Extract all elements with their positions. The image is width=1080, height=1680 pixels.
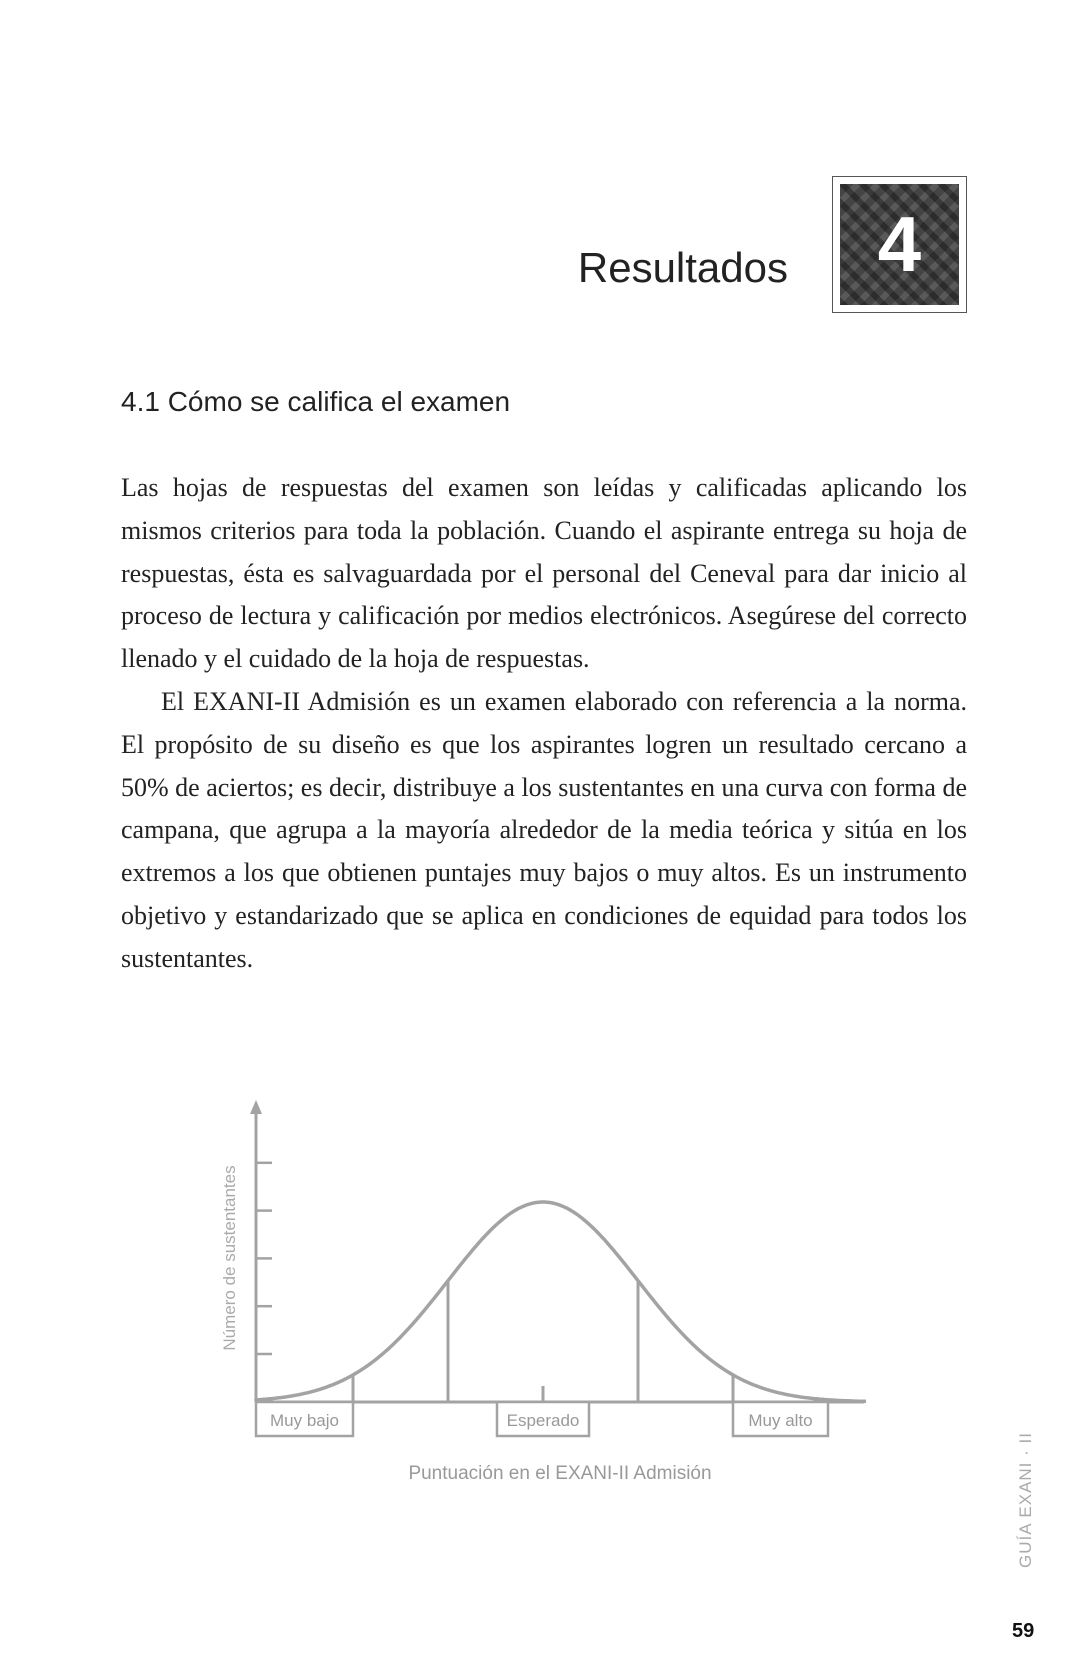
y-axis-arrow-icon	[250, 1100, 262, 1114]
paragraph: El EXANI-II Admisión es un examen elaborado con referencia a la norma. El propósito de su diseño es que los aspirantes logren un resultado cercano a 50% de aciertos; es decir, distribuye a los sustentantes en una curva con forma de campana, que agrupa a la mayoría alrededor de la media teórica y sitúa en los extremos a los que obtienen puntajes muy bajos o muy altos. Es un instrumento objetivo y estandarizado que se aplica en condiciones de equidad para todos los sustentantes.	[121, 686, 967, 973]
category-label: Muy alto	[748, 1411, 813, 1430]
section-heading: 4.1 Cómo se califica el examen	[121, 386, 511, 417]
chapter-number: 4	[877, 200, 922, 288]
running-footer-label: GUÍA EXANI · II	[1016, 1432, 1035, 1568]
chapter-title: Resultados	[577, 244, 788, 291]
x-axis-label: Puntuación en el EXANI-II Admisión	[408, 1463, 712, 1484]
bell-curve-line	[256, 1202, 866, 1401]
paragraph: Las hojas de respuestas del examen son leídas y calificadas aplicando los mismos criterios para toda la población. Cuando el aspirante entrega su hoja de respuestas, ésta es salvaguardada por el personal del Ceneval para dar inicio al proceso de lectura y calificación por medios electrónicos. Asegúrese del correcto llenado y el cuidado de la hoja de respuestas.	[121, 473, 967, 674]
category-label: Esperado	[506, 1411, 580, 1430]
page-number: 59	[1012, 1620, 1035, 1642]
y-axis-label: Número de sustentantes	[220, 1165, 239, 1351]
category-label: Muy bajo	[270, 1411, 339, 1430]
